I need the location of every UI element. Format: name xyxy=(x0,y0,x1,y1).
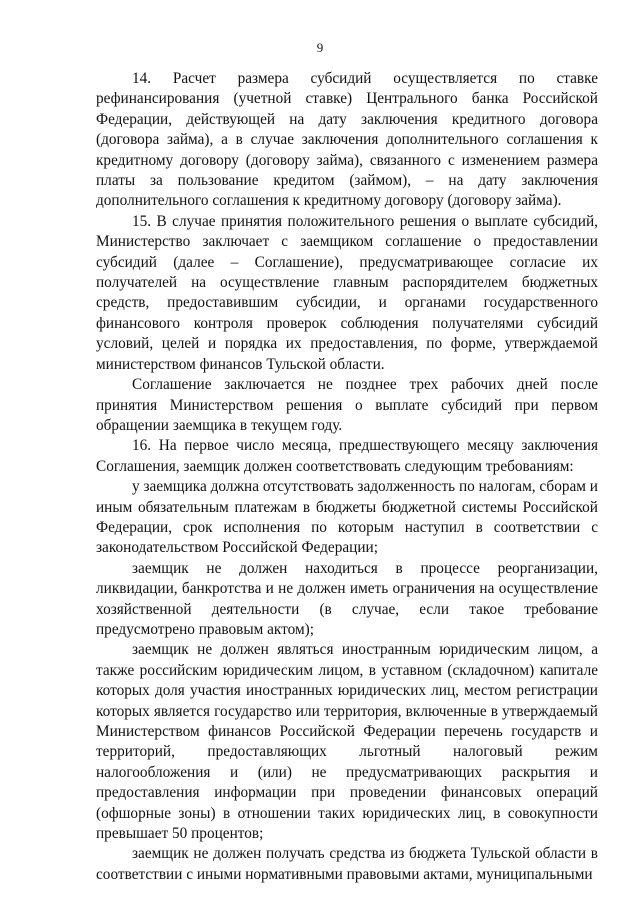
paragraph-14-calculation: 14. Расчет размера субсидий осуществляется по ставке рефинансирования (учетной ставке) Центрального банка Российской Федерации, действующей на дату заключения кредитного договора (договора займа), а в случае заключения дополнительного соглашения к кредитному договору (договору займа), связанного с изменением размера платы за пользование кредитом (займом), – на дату заключения дополнительного соглашения к кредитному договору (договору займа). xyxy=(96,70,598,210)
paragraph-16-requirements: 16. На первое число месяца, предшествующего месяцу заключения Соглашения, заемщик должен соответствовать следующим требованиям: xyxy=(96,437,598,475)
requirement-no-reorganization: заемщик не должен находиться в процессе реорганизации, ликвидации, банкротства и не должен иметь ограничения на осуществление хозяйственной деятельности (в случае, если такое требование предусмотрено правовым актом); xyxy=(96,559,598,638)
paragraph-agreement-deadline: Соглашение заключается не позднее трех рабочих дней после принятия Министерством решения о выплате субсидий при первом обращении заемщика в текущем году. xyxy=(96,376,598,434)
requirement-not-foreign-entity: заемщик не должен являться иностранным юридическим лицом, а также российским юридическим лицом, в уставном (складочном) капитале которых доля участия иностранных юридических лиц, местом регистрации которых является государство или территория, включенные в утверждаемый Министерством финансов Российской Федерации перечень государств и территорий, предоставляющих льготный налоговый режим налогообложения и (или) не предусматривающих раскрытия и предоставления информации при проведении финансовых операций (офшорные зоны) в отношении таких юридических лиц, в совокупности превышает 50 процентов; xyxy=(96,641,598,843)
requirement-no-tax-debt: у заемщика должна отсутствовать задолженность по налогам, сборам и иным обязательным платежам в бюджеты бюджетной системы Российской Федерации, срок исполнения по которым наступил в соответствии с законодательством Российской Федерации; xyxy=(96,478,598,557)
requirement-no-other-funds: заемщик не должен получать средства из бюджета Тульской области в соответствии с иными нормативными правовыми актами, муниципальными xyxy=(96,845,598,883)
page-number: 9 xyxy=(316,40,324,55)
document-body xyxy=(96,69,598,885)
paragraph-15-agreement: 15. В случае принятия положительного решения о выплате субсидий, Министерство заключает с заемщиком соглашение о предоставлении субсидий (далее – Соглашение), предусматривающее согласие их получателей на осуществление главным распорядителем бюджетных средств, предоставившим субсидии, и органами государственного финансового контроля проверок соблюдения получателями субсидий условий, целей и порядка их предоставления, по форме, утверждаемой министерством финансов Тульской области. xyxy=(96,212,598,373)
